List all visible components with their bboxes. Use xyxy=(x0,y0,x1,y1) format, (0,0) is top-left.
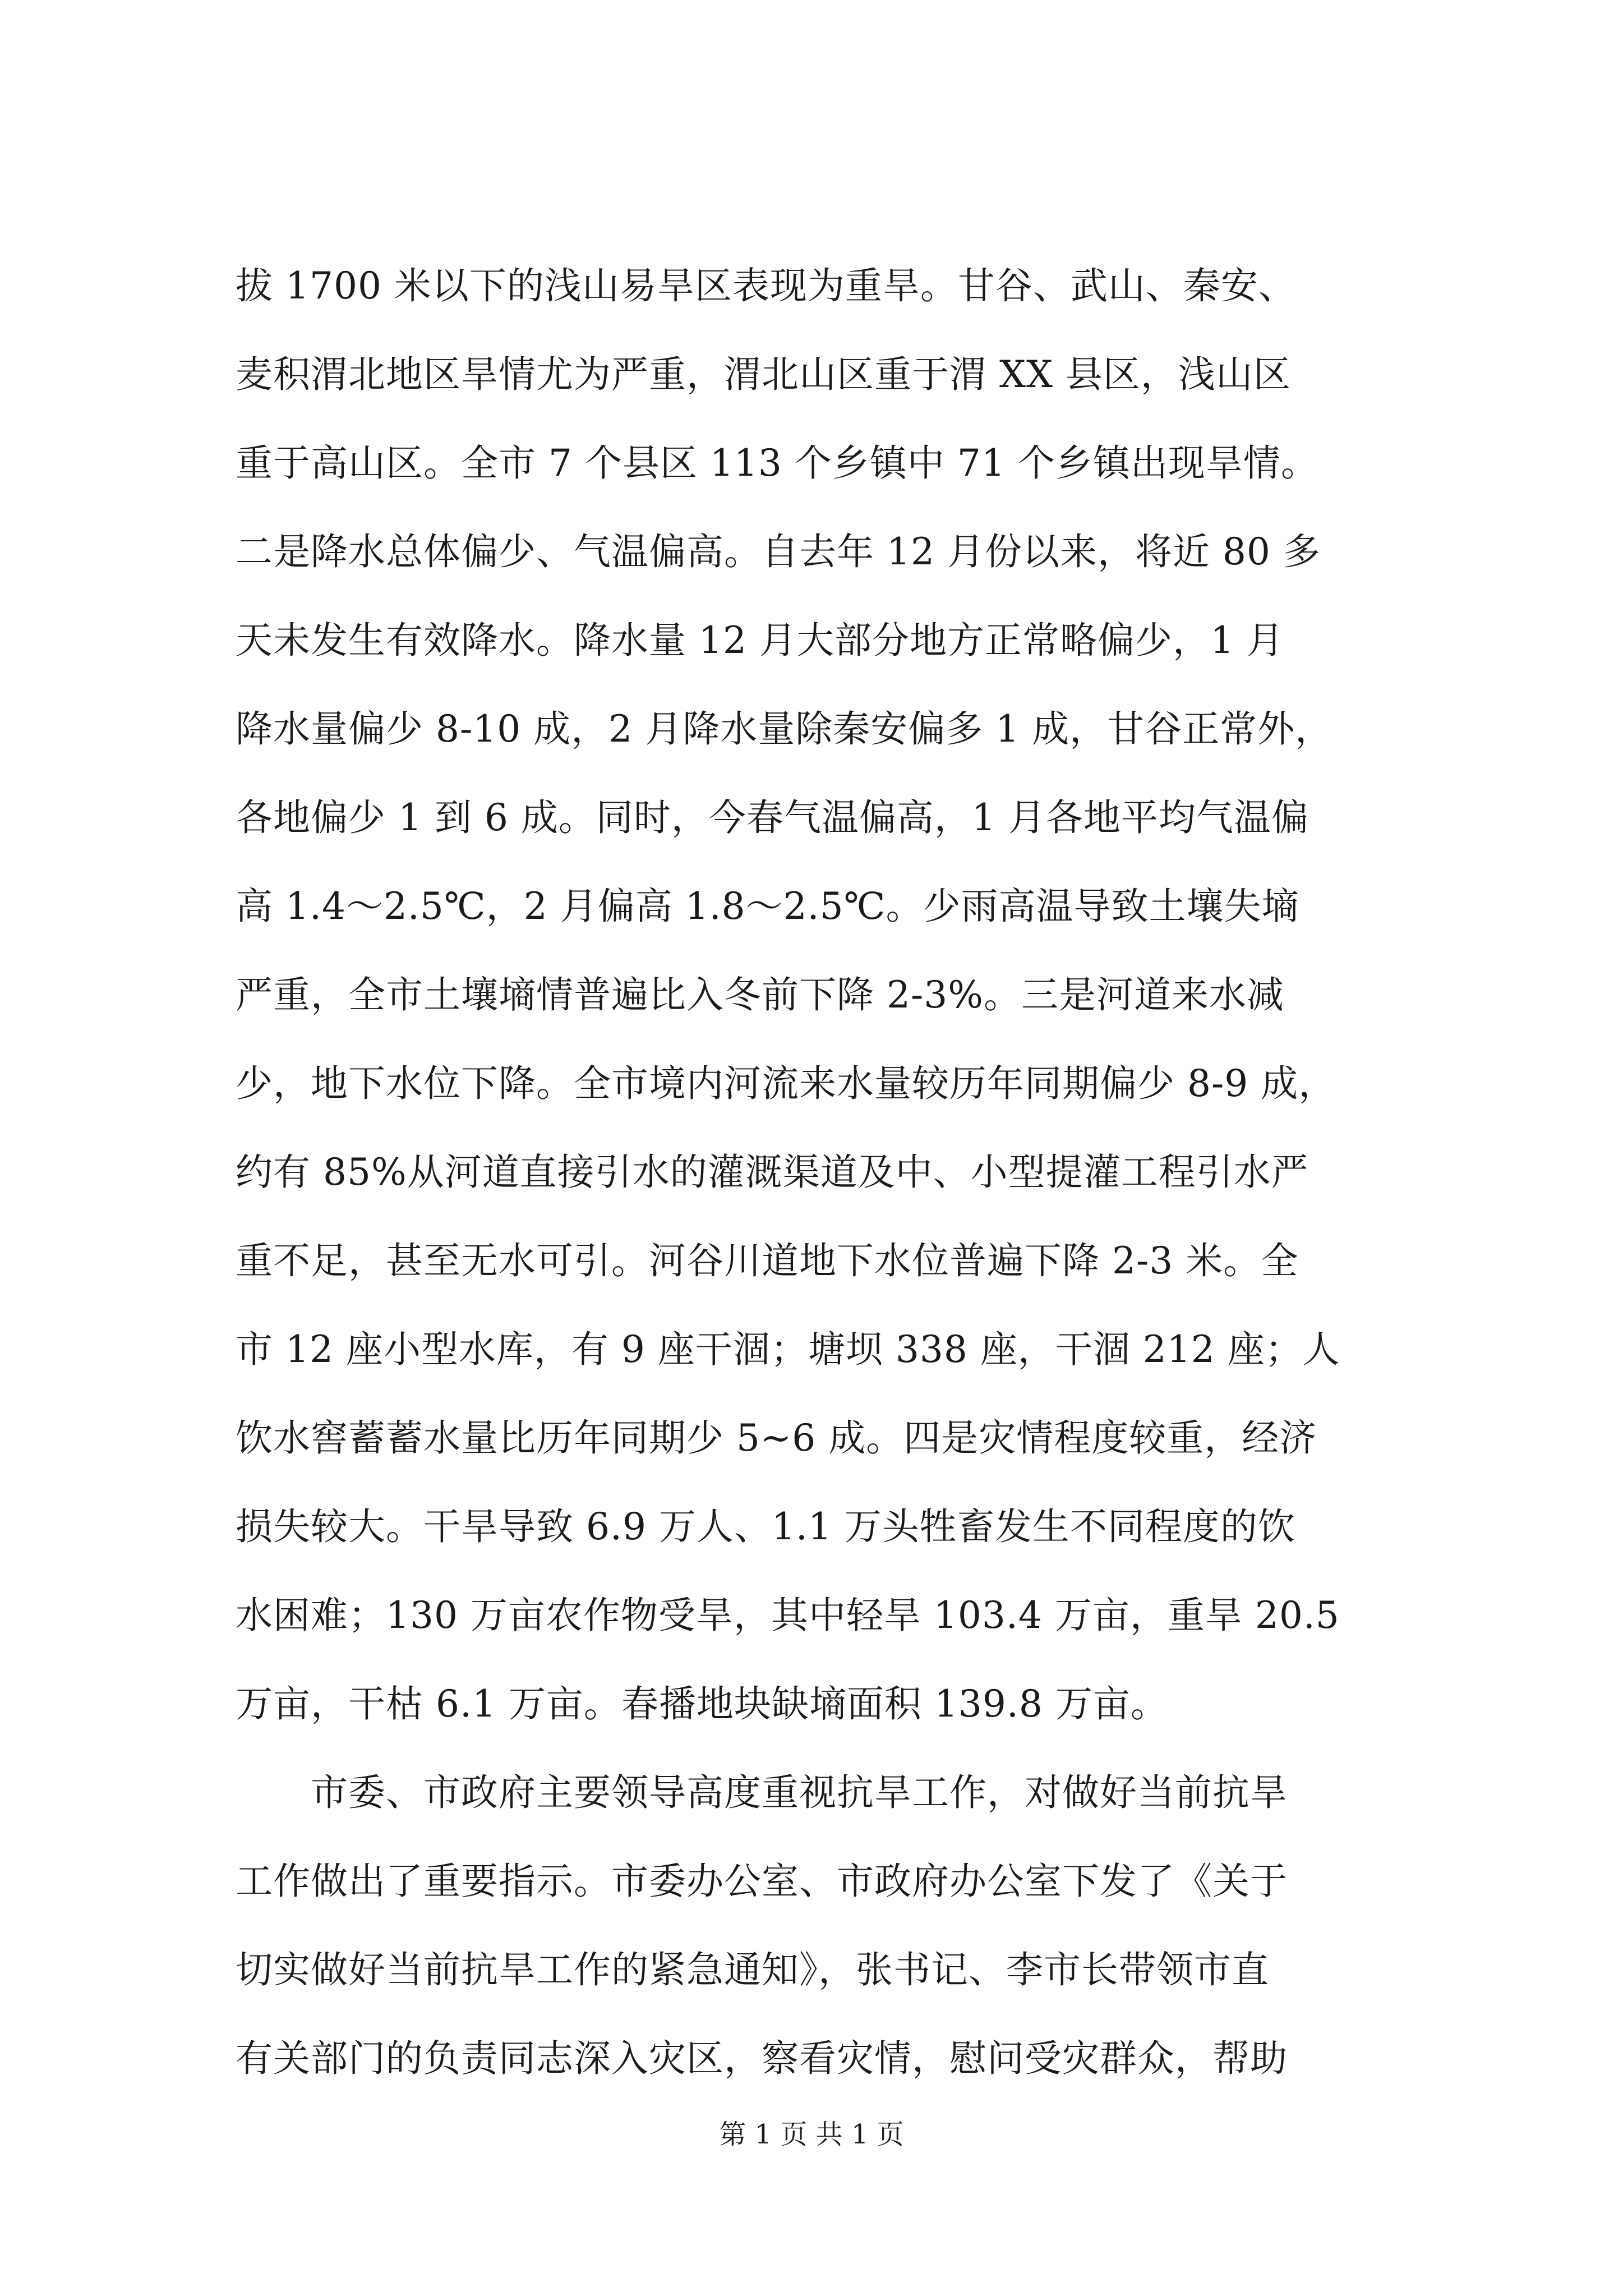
text-line-18: 市委、市政府主要领导高度重视抗旱工作，对做好当前抗旱 xyxy=(236,1771,1288,1814)
page-footer: 第 1 页 共 1 页 xyxy=(719,2119,904,2150)
text-line-7: 各地偏少 1 到 6 成。同时，今春气温偏高，1 月各地平均气温偏 xyxy=(236,796,1309,839)
text-line-2: 麦积渭北地区旱情尤为严重，渭北山区重于渭 XX 县区，浅山区 xyxy=(236,353,1291,396)
text-line-3: 重于高山区。全市 7 个县区 113 个乡镇中 71 个乡镇出现旱情。 xyxy=(236,441,1318,485)
text-line-1: 拔 1700 米以下的浅山易旱区表现为重旱。甘谷、武山、秦安、 xyxy=(236,264,1296,307)
text-line-14: 饮水窖蓄蓄水量比历年同期少 5~6 成。四是灾情程度较重，经济 xyxy=(236,1416,1317,1460)
text-line-6: 降水量偏少 8-10 成，2 月降水量除秦安偏多 1 成，甘谷正常外， xyxy=(236,707,1333,751)
text-line-10: 少，地下水位下降。全市境内河流来水量较历年同期偏少 8-9 成， xyxy=(236,1062,1336,1105)
text-line-15: 损失较大。干旱导致 6.9 万人、1.1 万头牲畜发生不同程度的饮 xyxy=(236,1505,1295,1548)
text-line-16: 水困难；130 万亩农作物受旱，其中轻旱 103.4 万亩，重旱 20.5 xyxy=(236,1594,1340,1637)
text-line-5: 天未发生有效降水。降水量 12 月大部分地方正常略偏少，1 月 xyxy=(236,619,1284,662)
text-line-21: 有关部门的负责同志深入灾区，察看灾情，慰问受灾群众，帮助 xyxy=(236,2037,1288,2080)
text-line-13: 市 12 座小型水库，有 9 座干涸；塘坝 338 座，干涸 212 座；人 xyxy=(236,1328,1340,1371)
text-line-11: 约有 85%从河道直接引水的灌溉渠道及中、小型提灌工程引水严 xyxy=(236,1151,1309,1194)
text-line-17: 万亩，干枯 6.1 万亩。春播地块缺墒面积 139.8 万亩。 xyxy=(236,1682,1168,1726)
text-line-9: 严重，全市土壤墒情普遍比入冬前下降 2-3%。三是河道来水减 xyxy=(236,973,1284,1016)
text-line-4: 二是降水总体偏少、气温偏高。自去年 12 月份以来，将近 80 多 xyxy=(236,530,1321,573)
text-line-12: 重不足，甚至无水可引。河谷川道地下水位普遍下降 2-3 米。全 xyxy=(236,1239,1299,1282)
text-line-19: 工作做出了重要指示。市委办公室、市政府办公室下发了《关于 xyxy=(236,1860,1288,1903)
text-line-8: 高 1.4～2.5℃，2 月偏高 1.8～2.5℃。少雨高温导致土壤失墒 xyxy=(236,885,1299,928)
text-line-20: 切实做好当前抗旱工作的紧急通知》，张书记、李市长带领市直 xyxy=(236,1948,1269,1991)
